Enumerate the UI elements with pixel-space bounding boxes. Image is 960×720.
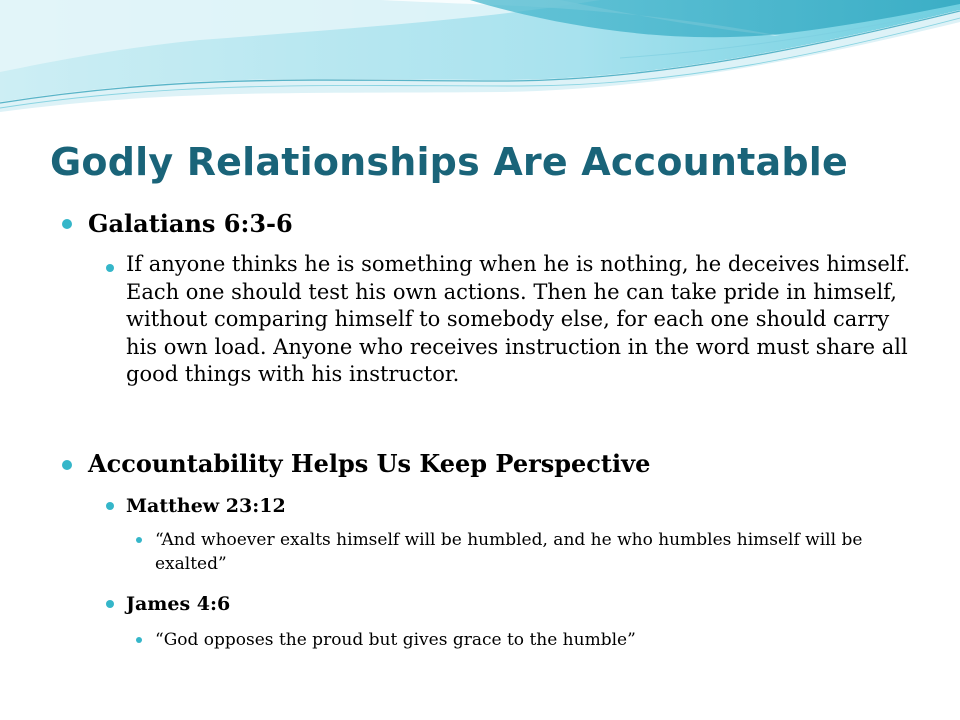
scripture-quote: “And whoever exalts himself will be humbled, and he who humbles himself will be exalted” [155, 530, 863, 574]
bullet-icon [106, 600, 114, 608]
scripture-text: If anyone thinks he is something when he is nothing, he deceives himself. Each one should test his own actions. Then he can take pride in himself, without comparing himself to somebody else, for each one should carry his own load. Anyone who receives instruction in the word must share all good things with his instructor. [126, 252, 911, 386]
scripture-reference: James 4:6 [126, 593, 231, 615]
bullet-icon [136, 537, 142, 543]
scripture-quote: “God opposes the proud but gives grace to the humble” [155, 630, 636, 650]
bullet-icon [62, 219, 72, 229]
bullet-icon [106, 502, 114, 510]
bullet-icon [62, 460, 72, 470]
section-heading: Galatians 6:3-6 [88, 209, 293, 238]
bullet-icon [106, 264, 114, 272]
scripture-reference: Matthew 23:12 [126, 495, 286, 517]
bullet-icon [136, 637, 142, 643]
section-heading: Accountability Helps Us Keep Perspective [88, 449, 651, 478]
slide-title: Godly Relationships Are Accountable [50, 140, 848, 184]
